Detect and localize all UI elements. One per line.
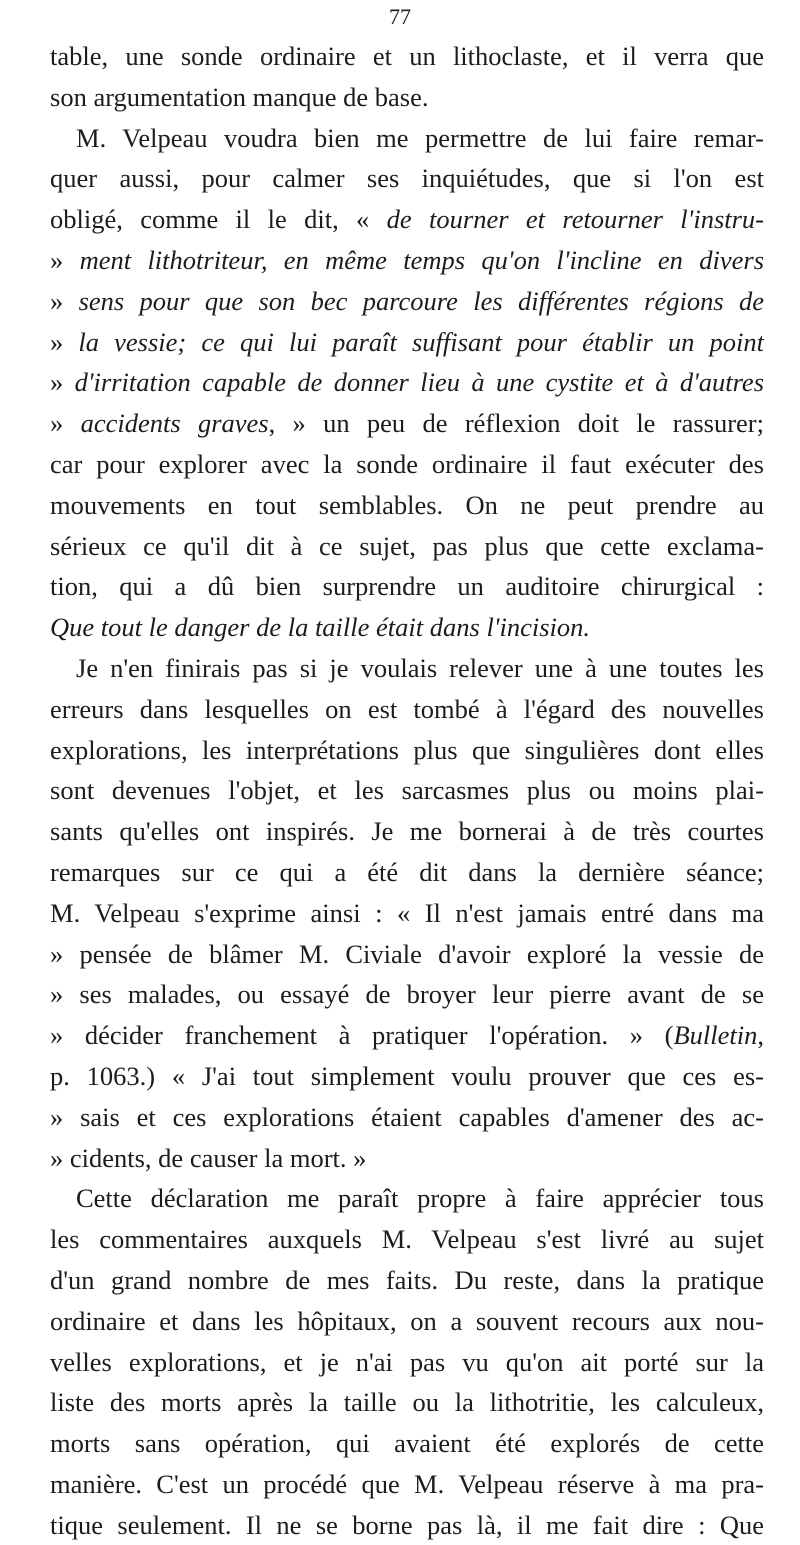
text-line: les commentaires auxquels M. Velpeau s'est livré au sujet xyxy=(50,1224,764,1255)
text-line xyxy=(50,362,764,403)
body-text xyxy=(50,36,764,1545)
italic-segment: de tourner et retourner l'instru- xyxy=(386,204,764,235)
text-line: p. 1063.) « J'ai tout simplement voulu prouver que ces es- xyxy=(50,1060,764,1091)
text-line: tique seulement. Il ne se borne pas là, il me fait dire : Que xyxy=(50,1509,764,1540)
text-line xyxy=(50,1015,764,1056)
text-line: morts sans opération, qui avaient été explorés de cette xyxy=(50,1428,764,1459)
text-line: sont devenues l'objet, et les sarcasmes plus ou moins plai- xyxy=(50,775,764,806)
text-line xyxy=(50,240,764,281)
text-line: sants qu'elles ont inspirés. Je me bornerai à de très courtes xyxy=(50,816,764,847)
page-number: 77 xyxy=(389,4,411,29)
text-line: son argumentation manque de base. xyxy=(50,81,429,112)
text-segment: obligé, comme il le dit, « xyxy=(50,204,387,235)
text-line: table, une sonde ordinaire et un lithoclaste, et il verra que xyxy=(50,41,764,71)
text-segment: , xyxy=(757,1020,764,1051)
text-line: d'un grand nombre de mes faits. Du reste, dans la pratique xyxy=(50,1264,764,1295)
italic-segment: ment lithotriteur, en même temps qu'on l'incline en divers xyxy=(79,244,764,275)
text-line xyxy=(50,322,764,363)
text-line: » pensée de blâmer M. Civiale d'avoir exploré la vessie de xyxy=(50,938,764,969)
text-line: quer aussi, pour calmer ses inquiétudes, que si l'on est xyxy=(50,163,764,194)
text-line: Que tout le danger de la taille était dans l'incision. xyxy=(50,612,591,643)
text-line: » sais et ces explorations étaient capables d'amener des ac- xyxy=(50,1101,764,1132)
text-segment: » xyxy=(50,326,79,357)
italic-segment: accidents graves xyxy=(80,408,269,439)
text-line: manière. C'est un procédé que M. Velpeau réserve à ma pra- xyxy=(50,1468,764,1499)
text-segment: » décider franchement à pratiquer l'opération. » ( xyxy=(50,1020,674,1051)
text-line: M. Velpeau voudra bien me permettre de lui faire remar- xyxy=(76,122,764,153)
text-line: » ses malades, ou essayé de broyer leur pierre avant de se xyxy=(50,979,764,1010)
italic-segment: sens pour que son bec parcoure les différentes régions de xyxy=(78,285,764,316)
text-segment: » xyxy=(50,408,81,439)
text-line: Je n'en finirais pas si je voulais relever une à une toutes les xyxy=(76,652,764,683)
text-line xyxy=(50,281,764,322)
text-line xyxy=(50,403,764,444)
text-line: explorations, les interprétations plus que singulières dont elles xyxy=(50,734,764,765)
text-line: liste des morts après la taille ou la lithotritie, les calculeux, xyxy=(50,1387,764,1418)
text-segment: , » un peu de réflexion doit le rassurer; xyxy=(268,408,764,439)
text-segment: » xyxy=(50,244,80,275)
text-line: sérieux ce qu'il dit à ce sujet, pas plus que cette exclama- xyxy=(50,530,764,561)
text-line: » cidents, de causer la mort. » xyxy=(50,1142,367,1173)
text-line: ordinaire et dans les hôpitaux, on a souvent recours aux nou- xyxy=(50,1305,764,1336)
italic-segment: d'irritation capable de donner lieu à une cystite et à d'autres xyxy=(74,367,764,398)
italic-segment: la vessie; ce qui lui paraît suffisant pour établir un point xyxy=(78,326,764,357)
text-line: remarques sur ce qui a été dit dans la dernière séance; xyxy=(50,856,764,887)
text-line: velles explorations, et je n'ai pas vu qu'on ait porté sur la xyxy=(50,1346,764,1377)
text-line: mouvements en tout semblables. On ne peut prendre au xyxy=(50,489,764,520)
text-line: tion, qui a dû bien surprendre un auditoire chirurgical : xyxy=(50,571,764,602)
text-line: erreurs dans lesquelles on est tombé à l'égard des nouvelles xyxy=(50,693,764,724)
text-segment: » xyxy=(50,367,75,398)
text-line: M. Velpeau s'exprime ainsi : « Il n'est jamais entré dans ma xyxy=(50,897,764,928)
text-line: Cette déclaration me paraît propre à faire apprécier tous xyxy=(76,1183,764,1214)
text-line: car pour explorer avec la sonde ordinaire il faut exécuter des xyxy=(50,448,764,479)
italic-segment: Bulletin xyxy=(673,1020,758,1051)
text-line xyxy=(50,199,764,240)
text-segment: » xyxy=(50,285,79,316)
